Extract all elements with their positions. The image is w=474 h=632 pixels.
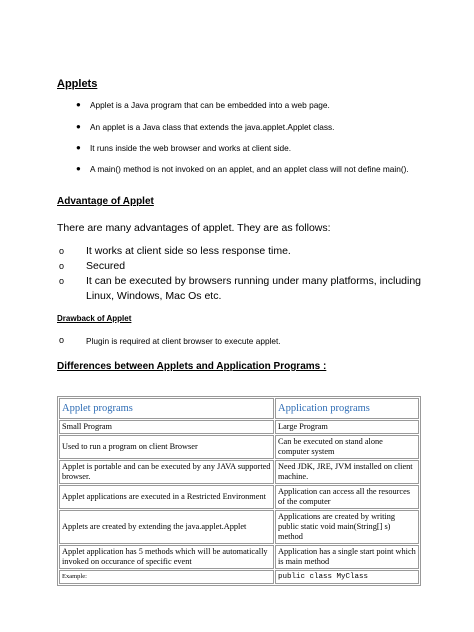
table-row bbox=[59, 510, 419, 544]
table-cell: Applet is portable and can be executed by any JAVA supported browser. bbox=[59, 460, 274, 484]
list-item bbox=[59, 244, 436, 259]
bullet-text: Applet is a Java program that can be embedded into a web page. bbox=[90, 100, 330, 110]
list-item bbox=[76, 142, 420, 154]
table-cell: Large Program bbox=[275, 420, 419, 434]
drawback-heading: Drawback of Applet bbox=[57, 314, 132, 323]
comparison-table bbox=[57, 396, 421, 586]
table-header-cell: Application programs bbox=[275, 398, 419, 419]
table-cell: Application has a single start point which is main method bbox=[275, 545, 419, 569]
table-row bbox=[59, 460, 419, 484]
table-cell: Applications are created by writing public static void main(String[] s) method bbox=[275, 510, 419, 544]
table-cell: Small Program bbox=[59, 420, 274, 434]
table-cell: Application can access all the resources of the computer bbox=[275, 485, 419, 509]
list-item bbox=[59, 274, 436, 304]
advantage-heading: Advantage of Applet bbox=[57, 196, 154, 207]
list-item bbox=[76, 163, 420, 175]
table-cell: Example: bbox=[59, 570, 274, 584]
advantage-intro: There are many advantages of applet. They are as follows: bbox=[57, 222, 331, 234]
table-row bbox=[59, 435, 419, 459]
circle-bullet-icon: o bbox=[59, 246, 65, 256]
bullet-text: Secured bbox=[86, 260, 126, 272]
list-item bbox=[59, 259, 436, 274]
bullet-icon: ● bbox=[76, 100, 81, 109]
bullet-text: Plugin is required at client browser to execute applet. bbox=[86, 336, 281, 346]
table-header-row bbox=[59, 398, 419, 419]
circle-bullet-icon: o bbox=[59, 335, 65, 345]
list-item bbox=[76, 99, 420, 111]
bullet-icon: ● bbox=[76, 164, 81, 173]
bullet-text: It works at client side so less response time. bbox=[86, 245, 291, 257]
bullet-icon: ● bbox=[76, 143, 81, 152]
list-item bbox=[76, 121, 420, 133]
table-cell: Applet applications are executed in a Restricted Environment bbox=[59, 485, 274, 509]
differences-heading: Differences between Applets and Application Programs : bbox=[57, 361, 327, 372]
circle-bullet-icon: o bbox=[59, 261, 65, 271]
table-cell: Applet application has 5 methods which will be automatically invoked on occurance of specific event bbox=[59, 545, 274, 569]
table-cell: Applets are created by extending the java.applet.Applet bbox=[59, 510, 274, 544]
bullet-text: An applet is a Java class that extends the java.applet.Applet class. bbox=[90, 122, 335, 132]
bullet-text: A main() method is not invoked on an applet, and an applet class will not define main(). bbox=[90, 164, 409, 174]
table-cell: Used to run a program on client Browser bbox=[59, 435, 274, 459]
table-header-cell: Applet programs bbox=[59, 398, 274, 419]
table-cell: Can be executed on stand alone computer system bbox=[275, 435, 419, 459]
bullet-text: It can be executed by browsers running under many platforms, including Linux, Windows, Mac Os etc. bbox=[86, 275, 422, 302]
table-row bbox=[59, 570, 419, 584]
list-item bbox=[59, 335, 281, 346]
table-cell: Need JDK, JRE, JVM installed on client machine. bbox=[275, 460, 419, 484]
table-row bbox=[59, 420, 419, 434]
bullet-icon: ● bbox=[76, 122, 81, 131]
code-cell: public class MyClass bbox=[275, 570, 419, 584]
circle-bullet-icon: o bbox=[59, 276, 65, 286]
table-row bbox=[59, 545, 419, 569]
bullet-text: It runs inside the web browser and works at client side. bbox=[90, 143, 292, 153]
applets-heading: Applets bbox=[57, 78, 98, 90]
table-row bbox=[59, 485, 419, 509]
